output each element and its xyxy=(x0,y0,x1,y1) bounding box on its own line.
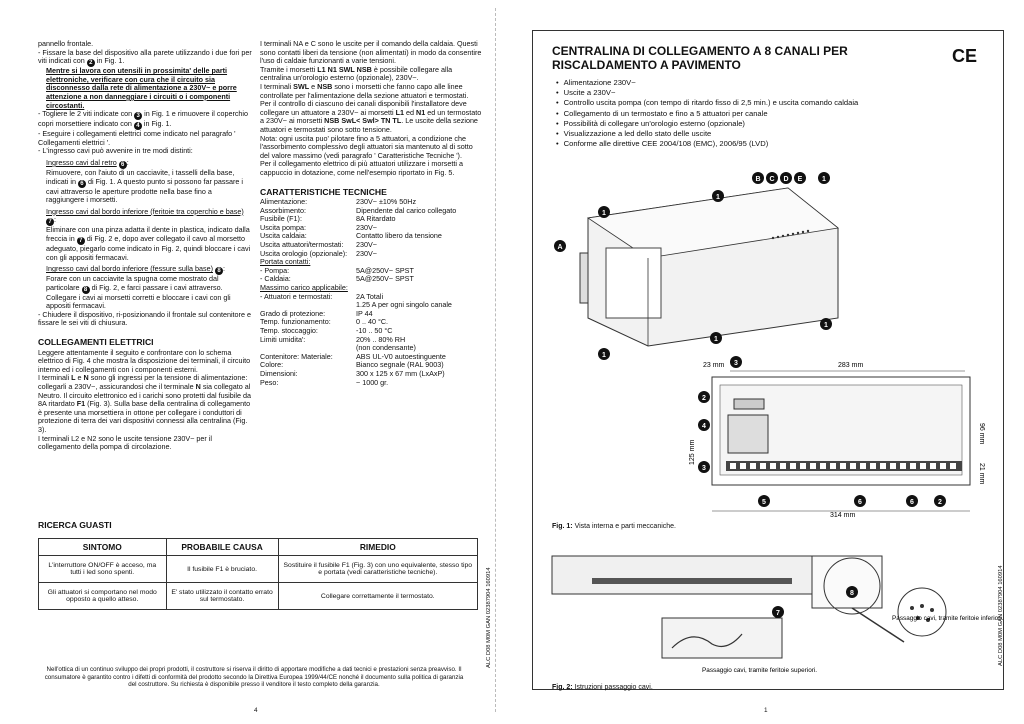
right-page xyxy=(520,8,1016,712)
svg-text:283 mm: 283 mm xyxy=(838,362,864,369)
table-cell: Il fusibile F1 è bruciato. xyxy=(166,556,278,583)
table-cell: Collegare correttamente il termostato. xyxy=(278,583,477,610)
callout-1 xyxy=(598,206,610,218)
svg-text:1: 1 xyxy=(602,352,606,359)
table-cell: Gli attuatori si comportano nel modo opposto a quello atteso. xyxy=(39,583,167,610)
spec-value: 20% .. 80% RH xyxy=(356,334,406,344)
page-number: 1 xyxy=(764,707,768,714)
callout-badge: 3 xyxy=(134,112,142,120)
callout-1 xyxy=(820,318,832,330)
spec-row xyxy=(260,379,482,388)
subheading: Portata contatti: xyxy=(260,257,311,267)
spec-value: 1.25 A per ogni singolo canale xyxy=(356,300,452,310)
callout-badge: 6 xyxy=(78,180,86,188)
spec-value: 230V~ xyxy=(356,222,377,232)
figure-caption: Fig. 2: Istruzioni passaggio cavi. xyxy=(552,684,653,691)
footnote: Nell'ottica di un continuo sviluppo dei propri prodotti, il costruttore si riserva il diritto di apportare modifiche a dati tecnici e prestazioni senza preavviso. Il consumatore è garantito contro i difetti di conformità del prodotto secondo la Direttiva Europea 1999/44/CE nonché il documento sulla politica di garanzia del costruttore. Su richiesta è disponibile presso il venditore il testo completo della garanzia. xyxy=(44,666,464,689)
carico-list xyxy=(260,293,482,388)
callout-badge: 6 xyxy=(119,161,127,169)
spec-key: Peso: xyxy=(260,377,279,387)
left-column-a xyxy=(38,40,252,452)
paragraph: I terminali SWL e NSB sono i morsetti che fanno capo alle linee controllate per l'alimentazione della sezione attuatori e termostati. xyxy=(260,81,469,100)
callout-badge: 7 xyxy=(46,218,54,226)
callout-A xyxy=(554,240,566,252)
paragraph: - Eseguire i collegamenti elettrici come indicato nel paragrafo ' Collegamenti elettrici '. xyxy=(38,129,236,147)
spec-key: - Caldaia: xyxy=(260,274,291,284)
section-heading: CARATTERISTICHE TECNICHE xyxy=(260,186,387,197)
svg-text:Passaggio cavi, tramite ferito: Passaggio cavi, tramite feritoie inferiori. xyxy=(892,615,1004,622)
paragraph: - L'ingresso cavi può avvenire in tre modi distinti: xyxy=(38,146,193,156)
device-window xyxy=(606,248,661,318)
svg-text:1: 1 xyxy=(714,336,718,343)
feature-item: • Uscite a 230V~ xyxy=(556,88,858,98)
svg-text:1: 1 xyxy=(824,322,828,329)
subheading: Ingresso cavi dal retro 6 : xyxy=(46,157,129,168)
callout-2 xyxy=(698,391,710,403)
warning-text: Mentre si lavora con utensili in prossimita' delle parti elettroniche, verificare con cura che il circuito sia disconnesso dalla rete di alimentazione a 230V~ e porre attenzione a non danneggiare i circuiti o i componenti circostanti. xyxy=(46,66,237,110)
svg-text:5: 5 xyxy=(762,499,766,506)
callout-E xyxy=(794,172,806,184)
spec-value: Bianco segnale (RAL 9003) xyxy=(356,360,444,370)
callout-badge: 4 xyxy=(134,122,142,130)
callout-5 xyxy=(758,495,770,507)
svg-text:6: 6 xyxy=(858,499,862,506)
spec-value: ABS UL-V0 autoestinguente xyxy=(356,351,446,361)
feature-item: • Possibilità di collegare un'orologio esterno (opzionale) xyxy=(556,119,858,129)
paragraph: Eliminare con una pinza adatta il dente in plastica, indicato dalla freccia in 7 di Fig. 2 e, dopo aver collegato il cavo al morsetto adeguato, piegarlo come indicato in Fig. 2, quindi bloccare i cavi con gli appositi fermacavi. xyxy=(46,225,251,262)
spec-key: Fusibile (F1): xyxy=(260,214,302,224)
paragraph: Rimuovere, con l'aiuto di un cacciavite, i tasselli della base, indicati in 6 di Fig. 1. A questo punto si possono far passare i cavi attraverso le aperture prodotte nella base fino a raggiungere i morsetti. xyxy=(46,167,243,205)
callout-6 xyxy=(906,495,918,507)
callout-B xyxy=(752,172,764,184)
svg-text:Passaggio cavi, tramite ferito: Passaggio cavi, tramite feritoie superiori. xyxy=(702,667,818,674)
paragraph: Forare con un cacciavite la spugna come mostrato dal particolare 8 di Fig. 2, e farci passare i cavi attraverso. Collegare i cavi ai morsetti corretti e bloccare i cavi con gli appositi fermacavi. xyxy=(46,274,231,311)
paragraph: I terminali L e N sono gli ingressi per la tensione di alimentazione: collegarli a 230V~, assicurandosi che il terminale N sia collegato al Neutro. Il circuito elettronico ed i carichi sono protetti dal fusibile da 8A ritardato F1 (Fig. 3). Sulla base della centralina di collegamento è presente una morsettiera in ottone per collegare i conduttori di protezione di terra dei vari dispositivi connessi alla centralina (Fig. 3). xyxy=(38,373,251,434)
spec-key: Temp. funzionamento: xyxy=(260,317,331,327)
callout-1 xyxy=(818,172,830,184)
svg-text:E: E xyxy=(797,176,803,183)
table-header: RIMEDIO xyxy=(278,539,477,556)
spec-key: Colore: xyxy=(260,360,284,370)
transformer xyxy=(728,415,768,453)
screwdriver-line xyxy=(852,608,904,642)
feature-item: • Alimentazione 230V~ xyxy=(556,78,858,88)
svg-text:8: 8 xyxy=(850,590,854,597)
spec-key: - Attuatori e termostati: xyxy=(260,291,333,301)
left-page xyxy=(8,8,496,712)
paragraph: - Chiudere il dispositivo, ri-posizionando il frontale sul contenitore e fissare le sei viti di chiusura. xyxy=(38,309,251,328)
svg-text:C: C xyxy=(769,176,775,183)
table-cell: Sostituire il fusibile F1 (Fig. 3) con uno equivalente, stesso tipo e portata (vedi caratteristiche tecniche). xyxy=(278,556,477,583)
table-row xyxy=(39,556,478,583)
callout-4 xyxy=(698,419,710,431)
spec-key: Uscita caldaia: xyxy=(260,231,307,241)
spec-key: Limiti umidita': xyxy=(260,334,306,344)
spec-key: Dimensioni: xyxy=(260,368,298,378)
svg-text:6: 6 xyxy=(910,499,914,506)
features-list xyxy=(556,78,858,149)
table-header: SINTOMO xyxy=(39,539,167,556)
callout-3 xyxy=(698,461,710,473)
paragraph: - Fissare la base del dispositivo alla parete utilizzando i due fori per viti indicati con 2 in Fig. 1. xyxy=(38,47,252,67)
paragraph: Tramite i morsetti L1 N1 SWL NSB è possibile collegare alla centralina un'orologio esterno (opzionale), 230V~. xyxy=(260,64,453,83)
callout-badge: 7 xyxy=(77,237,85,245)
callout-2 xyxy=(934,495,946,507)
slot-pattern xyxy=(592,578,792,584)
spec-value: IP 44 xyxy=(356,308,373,318)
terminal-slots xyxy=(730,463,956,469)
feature-item: • Visualizzazione a led dello stato delle uscite xyxy=(556,129,858,139)
svg-text:2: 2 xyxy=(938,499,942,506)
section-heading: COLLEGAMENTI ELETTRICI xyxy=(38,337,154,348)
table-cell: L'interruttore ON/OFF è acceso, ma tutti i led sono spenti. xyxy=(39,556,167,583)
feature-item: • Controllo uscita pompa (con tempo di ritardo fisso di 2,5 min.) e uscita comando caldaia xyxy=(556,98,858,108)
callout-badge: 8 xyxy=(215,267,223,275)
paragraph: - Togliere le 2 viti indicate con 3 in Fig. 1 e rimuovere il coperchio copri morsettiere indicato con 4 in Fig. 1. xyxy=(38,109,249,130)
paragraph: Nota: ogni uscita puo' pilotare fino a 5 attuatori, a condizione che l'assorbimento complessivo degli attuatori sia mantenuto al di sotto del valore massimo (vedi paragrafo ' Caratteristiche Tecniche '). xyxy=(260,133,473,160)
callout-1 xyxy=(598,348,610,360)
svg-text:1: 1 xyxy=(822,176,826,183)
callout-badge: 8 xyxy=(82,286,90,294)
document-code: ALC D08 M0M GAN 02387904 160914 xyxy=(486,567,492,668)
paragraph: Leggere attentamente il seguito e confrontare con lo schema elettrico di Fig. 4 che mostra la disposizione dei terminali, il circuito interno ed i collegamenti con i componenti esterni. xyxy=(38,347,251,374)
callout-8 xyxy=(846,586,858,598)
paragraph: I terminali L2 e N2 sono le uscite tensione 230V~ per il collegamento della pompa di circolazione. xyxy=(38,433,212,452)
side-connector xyxy=(580,253,588,303)
table-cell: E' stato utilizzato il contatto errato sul termostato. xyxy=(166,583,278,610)
svg-text:125 mm: 125 mm xyxy=(689,439,696,465)
spec-value: -10 .. 50 °C xyxy=(356,326,393,335)
svg-text:314 mm: 314 mm xyxy=(830,512,856,519)
svg-text:2: 2 xyxy=(702,395,706,402)
spec-key: Grado di protezione: xyxy=(260,308,326,318)
feature-item: • Collegamento di un termostato e fino a 5 attuatori per canale xyxy=(556,109,858,119)
spec-value: 230V~ xyxy=(356,248,377,258)
callout-1 xyxy=(710,332,722,344)
troubleshooting-table xyxy=(38,538,478,610)
base-edge-view xyxy=(552,556,832,594)
fuse-holder xyxy=(734,399,764,409)
spec-key: Uscita attuatori/termostati: xyxy=(260,240,344,250)
detail-zoom xyxy=(898,588,946,636)
internal-view-diagram xyxy=(670,353,990,518)
callout-6 xyxy=(854,495,866,507)
section-heading: RICERCA GUASTI xyxy=(38,520,112,530)
paragraph: pannello frontale. xyxy=(38,39,94,48)
spec-key: Alimentazione: xyxy=(260,197,308,207)
spec-value: 8A Ritardato xyxy=(356,214,396,224)
svg-text:1: 1 xyxy=(716,194,720,201)
paragraph: Per il controllo di ciascuno dei canali disponibili l'installatore deve collegare un attuatore a 230V~ ai morsetti L1 ed N1 ed un termostato a 230V~ ai morsetti NSB SwL< Swl> TN TL. Le uscite della sezione attuatori e termostati sono sotto tensione. xyxy=(260,99,482,134)
spec-key: Contenitore: Materiale: xyxy=(260,351,333,361)
subheading: Ingresso cavi dal bordo inferiore (feritoie tra coperchio e base) 7 : xyxy=(46,206,244,226)
spec-value: 5A@250V~ SPST xyxy=(356,265,414,275)
spec-value: 230V~ xyxy=(356,240,377,250)
spec-key: - Pompa: xyxy=(260,265,290,275)
specs-list xyxy=(260,198,482,258)
spec-value: Dipendente dal carico collegato xyxy=(356,205,457,215)
spec-key: Temp. stoccaggio: xyxy=(260,326,318,335)
subheading: Ingresso cavi dal bordo inferiore (fessure sulla base) 8 : xyxy=(46,264,225,275)
table-header: PROBABILE CAUSA xyxy=(166,539,278,556)
feature-item: • Conforme alle direttive CEE 2004/108 (EMC), 2006/95 (LVD) xyxy=(556,139,858,149)
spec-value: (non condensante) xyxy=(356,343,416,353)
svg-text:21 mm: 21 mm xyxy=(978,463,985,485)
device-illustration xyxy=(548,168,848,358)
table-row xyxy=(39,583,478,610)
document-code: ALC D08 M0M GAN 02387904 160914 xyxy=(998,565,1004,666)
left-column-b xyxy=(260,40,482,387)
svg-text:4: 4 xyxy=(702,423,706,430)
svg-text:96 mm: 96 mm xyxy=(978,423,985,445)
spec-value: 2A Totali xyxy=(356,291,384,301)
portata-list xyxy=(260,267,482,284)
paragraph: I terminali NA e C sono le uscite per il comando della caldaia. Questi sono contatti liberi da tensione (non alimentati) in modo da consentire l'uso di caldaie funzionanti a varie tensioni. xyxy=(260,39,482,66)
upper-slot-detail xyxy=(662,618,782,658)
svg-text:1: 1 xyxy=(602,210,606,217)
spec-value: 230V~ ±10% 50Hz xyxy=(356,197,417,207)
svg-text:B: B xyxy=(755,176,761,183)
callout-C xyxy=(766,172,778,184)
spec-key: Uscita pompa: xyxy=(260,222,306,232)
detail-box xyxy=(812,556,882,608)
spec-value: 5A@250V~ SPST xyxy=(356,274,414,284)
spec-value: Contatto libero da tensione xyxy=(356,231,442,241)
svg-text:3: 3 xyxy=(734,360,738,367)
svg-text:D: D xyxy=(783,176,789,183)
page-title: CENTRALINA DI COLLEGAMENTO A 8 CANALI PER RISCALDAMENTO A PAVIMENTO xyxy=(552,44,848,72)
callout-3 xyxy=(730,356,742,368)
callout-7 xyxy=(772,606,784,618)
callout-badge: 2 xyxy=(87,59,95,67)
svg-text:7: 7 xyxy=(776,610,780,617)
svg-text:3: 3 xyxy=(702,465,706,472)
ce-mark: CE xyxy=(952,46,978,66)
figure-caption: Fig. 1: Vista interna e parti meccaniche. xyxy=(552,523,677,530)
svg-text:23 mm: 23 mm xyxy=(703,362,725,369)
subheading: Massimo carico applicabile: xyxy=(260,283,348,293)
callout-1 xyxy=(712,190,724,202)
paragraph: Per il collegamento elettrico di più attuatori utilizzare i morsetti a cappuccio in dotazione, come nell'esempio riportato in Fig. 5. xyxy=(260,159,463,177)
page-number: 4 xyxy=(254,707,258,714)
spec-key: Uscita orologio (opzionale): xyxy=(260,248,348,258)
spec-value: ~ 1000 gr. xyxy=(356,377,389,387)
callout-D xyxy=(780,172,792,184)
spec-value: 0 .. 40 °C. xyxy=(356,317,389,327)
spec-value: 300 x 125 x 67 mm (LxAxP) xyxy=(356,368,445,378)
svg-text:A: A xyxy=(557,244,563,251)
spec-key: Assorbimento: xyxy=(260,205,306,215)
